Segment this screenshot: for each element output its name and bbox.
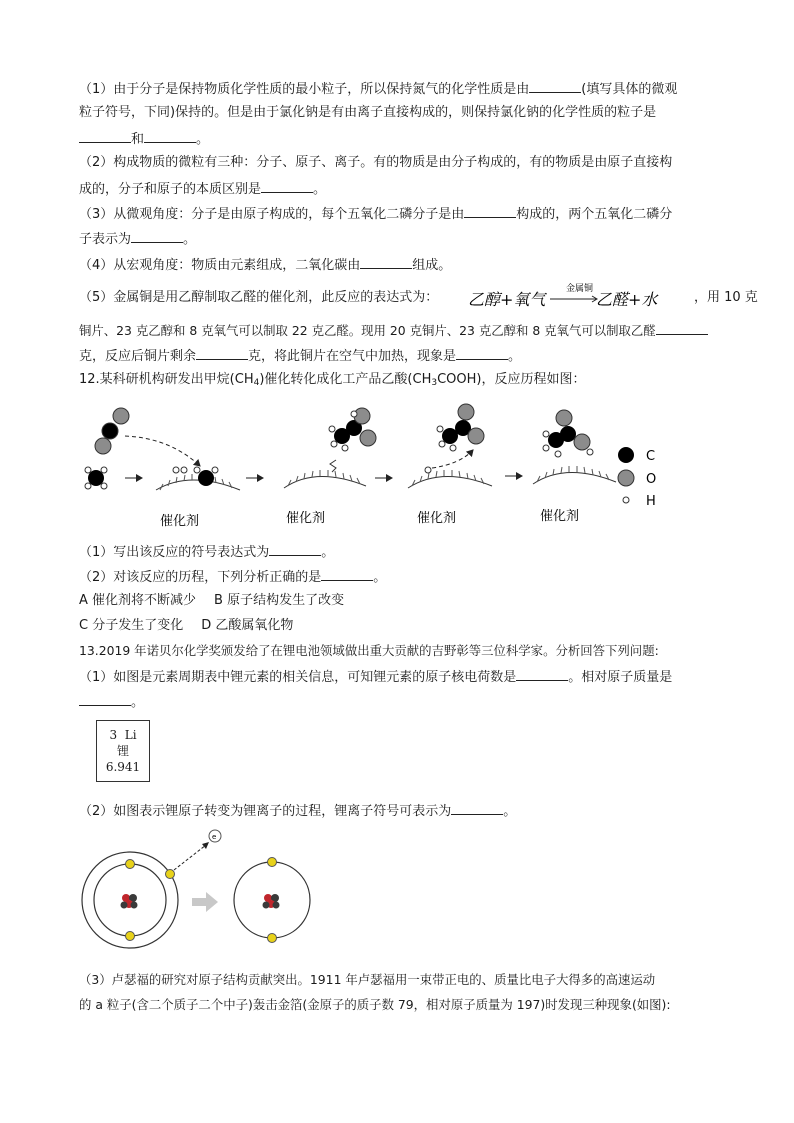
answer-blank[interactable] <box>321 568 373 581</box>
reaction-mechanism-diagram <box>70 398 670 533</box>
q11-line-8 <box>79 256 451 274</box>
hydrogen-legend-icon <box>623 497 629 503</box>
nucleus-icon <box>121 894 138 909</box>
answer-blank[interactable] <box>360 256 412 269</box>
atomic-mass: 6.941 <box>105 760 141 774</box>
q11-line-3 <box>79 130 209 148</box>
q13-sub3-line1 <box>79 972 655 988</box>
lithium-element-card <box>96 720 150 782</box>
co2-molecule <box>95 408 129 454</box>
option-a[interactable]: A 催化剂将不断减少 <box>79 593 197 608</box>
carbon-legend-icon <box>618 447 634 463</box>
text: 。 <box>321 545 335 560</box>
text: 粒子符号，下同)保持的。但是由于氯化钠是有由离子直接构成的，则保持氯化钠的化学性质的粒子是 <box>79 105 657 120</box>
answer-blank[interactable] <box>516 668 568 681</box>
q11-line-9-tail <box>694 290 758 306</box>
option-c[interactable]: C 分子发生了变化 <box>79 618 184 633</box>
transform-arrow <box>192 892 218 912</box>
text: 构成的，两个五氧化二磷分 <box>516 207 673 222</box>
lithium-ionization-diagram <box>78 828 338 960</box>
q11-line-10 <box>79 322 708 339</box>
answer-blank[interactable] <box>529 80 581 93</box>
q11-line-1 <box>79 80 677 98</box>
text: 。 <box>373 570 387 585</box>
q13-stem <box>79 643 659 659</box>
text: （1）由于分子是保持物质化学性质的最小粒子，所以保持氮气的化学性质是由 <box>79 82 530 97</box>
electron-icon <box>126 860 135 869</box>
catalyst-label-4: 催化剂 <box>540 509 580 524</box>
option-d[interactable]: D 乙酸属氧化物 <box>201 618 294 633</box>
atom-legend <box>618 447 656 509</box>
q11-line-2 <box>79 105 656 121</box>
text: 。 <box>183 232 197 247</box>
q13-sub1-line2 <box>79 693 144 711</box>
formula-products: 乙醛+水 <box>596 290 658 309</box>
q12-options-ab <box>79 593 344 609</box>
formula-reactants: 乙醇+氧气 <box>468 290 546 309</box>
catalyst-label-1: 催化剂 <box>160 514 200 529</box>
q11-line-6 <box>79 205 672 223</box>
text: 克，反应后铜片剩余 <box>79 349 197 364</box>
text: 。 <box>131 695 145 710</box>
text: (填写具体的微观 <box>581 82 678 97</box>
answer-blank[interactable] <box>144 130 196 143</box>
legend-carbon: C <box>646 449 656 464</box>
q11-line-11 <box>79 347 521 365</box>
q12-stem <box>79 372 585 391</box>
q11-line-4 <box>79 155 672 171</box>
electron-icon <box>268 858 277 867</box>
subscript: 4 <box>253 378 260 388</box>
answer-blank[interactable] <box>269 543 321 556</box>
text: )催化转化成化工产品乙酸(CH <box>259 372 432 387</box>
text: 12.某科研机构研发出甲烷(CH <box>79 372 254 387</box>
li-number-symbol <box>97 727 149 743</box>
text: ，用 10 克 <box>694 290 758 305</box>
q11-line-9 <box>79 290 438 306</box>
legend-oxygen: O <box>646 472 657 487</box>
outer-electron-icon <box>166 870 175 879</box>
text: （2）构成物质的微粒有三种：分子、原子、离子。有的物质是由分子构成的，有的物质是由原子直接构 <box>79 155 673 170</box>
text: 。 <box>196 132 210 147</box>
element-symbol: Li <box>124 728 137 742</box>
text: 。相对原子质量是 <box>568 670 673 685</box>
text: 子表示为 <box>79 232 132 247</box>
q13-sub2 <box>79 802 516 820</box>
catalyst-label-3: 催化剂 <box>417 511 457 526</box>
text: （5）金属铜是用乙醇制取乙醛的催化剂，此反应的表达式为： <box>79 290 439 305</box>
element-name: 锂 <box>116 744 129 758</box>
formula-condition: 金属铜 <box>566 284 594 294</box>
oxygen-legend-icon <box>618 470 634 486</box>
catalyst-label-2: 催化剂 <box>286 511 326 526</box>
answer-blank[interactable] <box>451 802 503 815</box>
q11-line-7 <box>79 230 196 248</box>
answer-blank[interactable] <box>196 347 248 360</box>
option-b[interactable]: B 原子结构发生了改变 <box>214 593 345 608</box>
ejection-arrowhead <box>202 842 209 849</box>
answer-blank[interactable] <box>261 180 313 193</box>
answer-blank[interactable] <box>456 347 508 360</box>
text: 成的，分子和原子的本质区别是 <box>79 182 262 197</box>
q11-line-5 <box>79 180 326 198</box>
text: 的 a 粒子(含二个质子二个中子)轰击金箔(金原子的质子数 79，相对原子质量为 197)时发现三种现象(如图): <box>79 997 671 1012</box>
answer-blank[interactable] <box>131 230 183 243</box>
q13-sub3-line2 <box>79 997 671 1013</box>
catalyst-surface-4 <box>533 410 616 484</box>
catalyst-surface-3 <box>408 404 492 488</box>
answer-blank[interactable] <box>79 693 131 706</box>
catalyst-surface-2 <box>284 408 376 488</box>
q13-sub1-line1 <box>79 668 672 686</box>
text: （2）对该反应的历程，下列分析正确的是 <box>79 570 322 585</box>
text: 和 <box>131 132 145 147</box>
ejection-arrow <box>174 845 206 870</box>
answer-blank[interactable] <box>79 130 131 143</box>
answer-blank[interactable] <box>464 205 516 218</box>
q12-sub2 <box>79 568 386 586</box>
ch4-molecule <box>85 467 107 489</box>
text: COOH)，反应历程如图： <box>437 372 586 387</box>
atomic-number: 3 <box>109 728 118 742</box>
text: （4）从宏观角度：物质由元素组成，二氧化碳由 <box>79 258 361 273</box>
text: （3）卢瑟福的研究对原子结构贡献突出。1911 年卢瑟福用一束带正电的、质量比电子大得多的高速运动 <box>79 972 656 987</box>
lithium-ion <box>234 858 310 943</box>
text: 克，将此铜片在空气中加热，现象是 <box>248 349 457 364</box>
text: （1）如图是元素周期表中锂元素的相关信息，可知锂元素的原子核电荷数是 <box>79 670 517 685</box>
reaction-formula <box>466 282 692 312</box>
lithium-atom <box>82 830 221 948</box>
text: （1）写出该反应的符号表达式为 <box>79 545 270 560</box>
dashed-arrow-co2 <box>125 436 200 466</box>
text: 。 <box>508 349 522 364</box>
text: 铜片、23 克乙醇和 8 克氧气可以制取 22 克乙醛。现用 20 克铜片、23 克乙醇和 8 克氧气可以制取乙醛 <box>79 323 656 338</box>
answer-blank[interactable] <box>656 322 708 335</box>
text: （2）如图表示锂原子转变为锂离子的过程，锂离子符号可表示为 <box>79 804 452 819</box>
subscript: 3 <box>431 378 438 388</box>
q12-options-cd <box>79 618 293 634</box>
text: 。 <box>503 804 517 819</box>
text: （3）从微观角度：分子是由原子构成的，每个五氧化二磷分子是由 <box>79 207 465 222</box>
free-electron-label: e <box>212 833 217 841</box>
legend-hydrogen: H <box>646 494 656 509</box>
electron-icon <box>126 932 135 941</box>
catalyst-surface-1 <box>156 467 240 490</box>
electron-icon <box>268 934 277 943</box>
nucleus-icon <box>263 894 280 909</box>
text: 13.2019 年诺贝尔化学奖颁发给了在锂电池领域做出重大贡献的吉野彰等三位科学家。分析回答下列问题: <box>79 643 659 658</box>
text: 。 <box>313 182 327 197</box>
text: 组成。 <box>412 258 452 273</box>
q12-sub1 <box>79 543 334 561</box>
